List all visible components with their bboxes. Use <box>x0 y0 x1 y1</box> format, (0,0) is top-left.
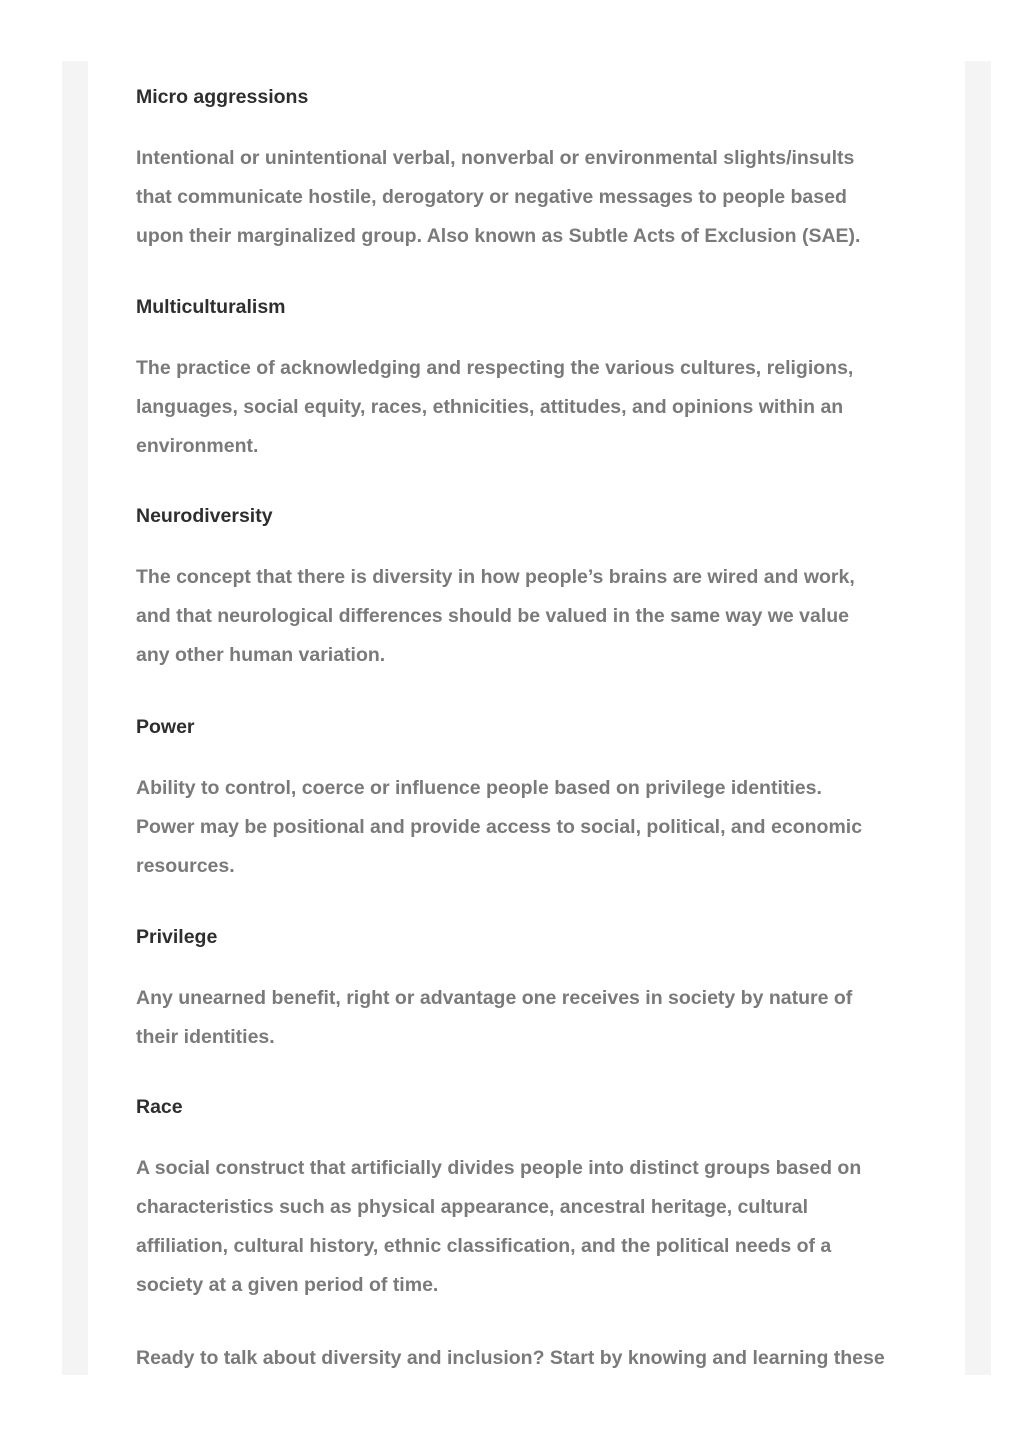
glossary-entry <box>136 83 926 111</box>
article-content <box>88 61 965 1375</box>
definition-line: and that neurological differences should be valued in the same way we value <box>136 605 850 627</box>
glossary-definition <box>136 349 926 466</box>
definition-line: resources. <box>136 855 235 877</box>
glossary-term: Neurodiversity <box>136 505 273 527</box>
glossary-term: Privilege <box>136 926 218 948</box>
definition-line: A social construct that artificially divides people into distinct groups based on <box>136 1157 862 1179</box>
glossary-definition <box>136 979 926 1057</box>
glossary-term: Power <box>136 716 195 738</box>
glossary-entry <box>136 1093 926 1121</box>
definition-line: any other human variation. <box>136 644 386 666</box>
right-margin-bar <box>965 61 991 1375</box>
glossary-definition <box>136 558 926 675</box>
glossary-definition <box>136 139 926 256</box>
definition-line: their identities. <box>136 1026 275 1048</box>
definition-line: upon their marginalized group. Also known as Subtle Acts of Exclusion (SAE). <box>136 225 861 247</box>
definition-line: that communicate hostile, derogatory or negative messages to people based <box>136 186 847 208</box>
glossary-definition <box>136 1149 926 1305</box>
definition-line: Power may be positional and provide access to social, political, and economic <box>136 816 863 838</box>
definition-line: Any unearned benefit, right or advantage one receives in society by nature of <box>136 987 853 1009</box>
definition-line: The practice of acknowledging and respecting the various cultures, religions, <box>136 357 854 379</box>
glossary-definition <box>136 769 926 886</box>
definition-line: society at a given period of time. <box>136 1274 439 1296</box>
closing-text: Ready to talk about diversity and inclusion? Start by knowing and learning these <box>136 1347 885 1369</box>
definition-line: characteristics such as physical appearance, ancestral heritage, cultural <box>136 1196 808 1218</box>
glossary-entry <box>136 502 926 530</box>
glossary-term: Micro aggressions <box>136 86 309 108</box>
definition-line: Intentional or unintentional verbal, nonverbal or environmental slights/insults <box>136 147 855 169</box>
definition-line: Ability to control, coerce or influence people based on privilege identities. <box>136 777 822 799</box>
definition-line: The concept that there is diversity in how people’s brains are wired and work, <box>136 566 855 588</box>
glossary-term: Race <box>136 1096 183 1118</box>
definition-line: languages, social equity, races, ethnicities, attitudes, and opinions within an <box>136 396 844 418</box>
left-margin-bar <box>62 61 88 1375</box>
glossary-entry <box>136 923 926 951</box>
glossary-entry <box>136 713 926 741</box>
definition-line: affiliation, cultural history, ethnic classification, and the political needs of a <box>136 1235 832 1257</box>
closing-paragraph <box>136 1339 936 1375</box>
glossary-term: Multiculturalism <box>136 296 286 318</box>
glossary-entry <box>136 293 926 321</box>
definition-line: environment. <box>136 435 259 457</box>
